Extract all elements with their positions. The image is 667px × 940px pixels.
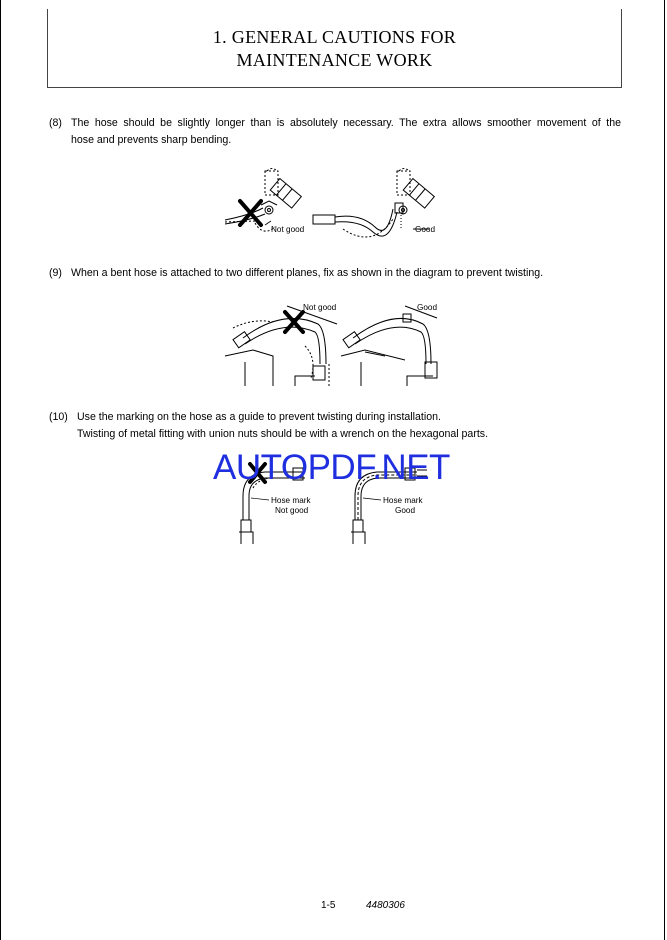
page-number: 1-5 xyxy=(321,900,336,911)
fig10-label-good-line2: Good xyxy=(395,506,416,515)
item-text-line: hose and prevents sharp bending. xyxy=(71,134,232,146)
item-9 xyxy=(49,265,621,283)
item-text-line: When a bent hose is attached to two different planes, fix as shown in the diagram to prevent twisting. xyxy=(71,267,544,279)
page-title xyxy=(48,26,621,72)
watermark: AUTOPDF.NET xyxy=(213,448,450,487)
fig9-label-good: Good xyxy=(417,303,438,312)
figure-two-planes xyxy=(225,300,445,392)
item-text-line: The hose should be slightly longer than is absolutely necessary. The extra allows smoother movement of the xyxy=(71,117,621,129)
item-8 xyxy=(49,115,621,151)
page-border-left xyxy=(0,0,1,940)
fig9-label-not-good: Not good xyxy=(303,303,337,312)
item-text-line: Twisting of metal fitting with union nuts should be with a wrench on the hexagonal parts. xyxy=(77,428,489,440)
page-border-right xyxy=(664,0,665,940)
page-title-line-1: 1. GENERAL CAUTIONS FOR xyxy=(212,27,457,47)
header-box xyxy=(47,9,622,88)
document-code: 4480306 xyxy=(366,900,405,911)
fig10-label-good-line1: Hose mark xyxy=(383,496,423,505)
fig8-label-good: Good xyxy=(415,225,436,234)
fig10-label-bad-line1: Hose mark xyxy=(271,496,311,505)
fig10-label-bad-line2: Not good xyxy=(275,506,309,515)
item-number: (8) xyxy=(49,117,62,129)
fig8-label-not-good: Not good xyxy=(271,225,305,234)
figure-hose-length xyxy=(225,165,445,245)
page-title-line-2: MAINTENANCE WORK xyxy=(236,50,433,70)
item-10 xyxy=(49,409,621,445)
item-text-line: Use the marking on the hose as a guide to prevent twisting during installation. xyxy=(77,411,441,423)
item-number: (9) xyxy=(49,267,62,279)
item-number: (10) xyxy=(49,411,68,423)
